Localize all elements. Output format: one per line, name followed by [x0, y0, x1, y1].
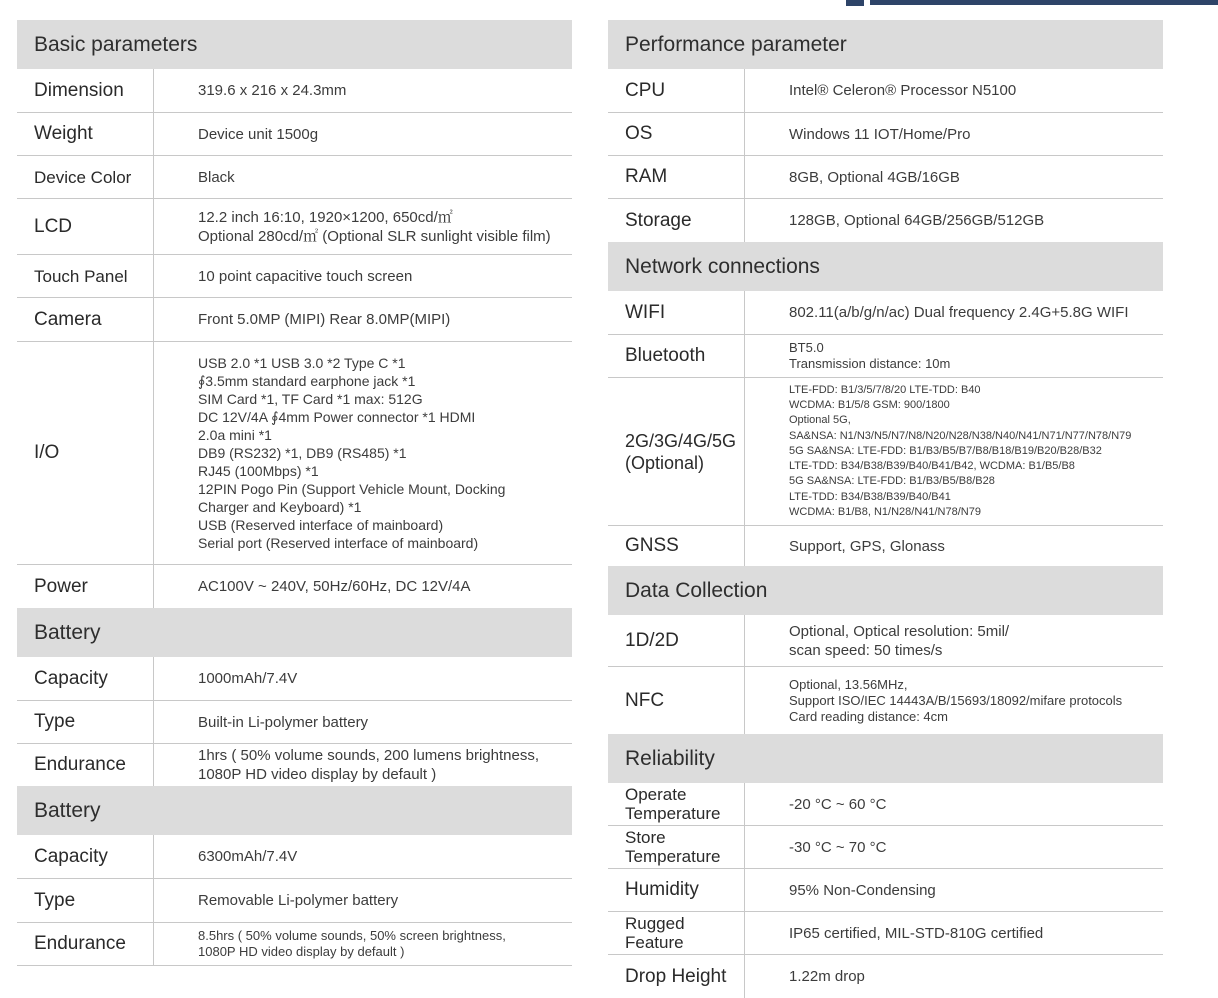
spec-row-touch-panel [17, 255, 572, 298]
spec-value: AC100V ~ 240V, 50Hz/60Hz, DC 12V/4A [198, 578, 471, 595]
section-basic-parameters: Basic parameters [17, 20, 572, 69]
spec-label: Camera [17, 298, 154, 341]
spec-value: 12.2 inch 16:10, 1920×1200, 650cd/㎡ Optional 280cd/㎡ (Optional SLR sunlight visible film) [198, 208, 551, 245]
spec-row-bluetooth [608, 335, 1163, 378]
spec-row-os [608, 113, 1163, 156]
left-spec-column [17, 20, 572, 966]
spec-label: Humidity [608, 869, 745, 911]
spec-label: Weight [17, 113, 154, 155]
spec-label: NFC [608, 667, 745, 734]
spec-label: I/O [17, 342, 154, 564]
spec-row-power [17, 565, 572, 608]
section-battery-2: Battery [17, 786, 572, 835]
spec-label: Endurance [17, 923, 154, 965]
spec-value: Intel® Celeron® Processor N5100 [789, 82, 1017, 99]
spec-row-drop-height [608, 955, 1163, 998]
spec-row-capacity-2 [17, 835, 572, 879]
spec-row-dimension [17, 69, 572, 113]
spec-label: GNSS [608, 526, 745, 566]
spec-row-capacity-1 [17, 657, 572, 701]
spec-label: CPU [608, 69, 745, 112]
spec-row-storage [608, 199, 1163, 242]
spec-value: Built-in Li-polymer battery [198, 713, 369, 731]
spec-label: Rugged Feature [608, 912, 745, 954]
spec-row-humidity [608, 869, 1163, 912]
right-spec-column [608, 20, 1163, 998]
spec-label: Type [17, 701, 154, 743]
spec-label: Bluetooth [608, 335, 745, 377]
spec-label: OS [608, 113, 745, 155]
section-performance-parameter: Performance parameter [608, 20, 1163, 69]
spec-label: WIFI [608, 291, 745, 334]
spec-value: 6300mAh/7.4V [198, 848, 298, 865]
spec-row-endurance-2 [17, 923, 572, 966]
spec-label: 2G/3G/4G/5G (Optional) [608, 378, 745, 525]
spec-label: Operate Temperature [608, 783, 745, 825]
spec-label: Type [17, 879, 154, 922]
spec-value: Windows 11 IOT/Home/Pro [789, 125, 971, 143]
spec-row-lcd [17, 199, 572, 255]
spec-value: USB 2.0 *1 USB 3.0 *2 Type C *1 ∮3.5mm standard earphone jack *1 SIM Card *1, TF Card *1 max: 512G DC 12V/4A ∮4mm Power connector *1 HDMI 2.0a mini *1 DB9 (RS232) *1, DB9 (RS485) *1 RJ45 (100Mbps) *1 12PIN Pogo Pin (Support Vehicle Mount, Docking Charger and Keyboard) *1 USB (Reserved interface of mainboard) Serial port (Reserved interface of mainboard) [198, 355, 506, 551]
spec-label: LCD [17, 199, 154, 254]
spec-value: 10 point capacitive touch screen [198, 267, 413, 285]
spec-value: -20 °C ~ 60 °C [789, 795, 887, 813]
spec-label: Storage [608, 199, 745, 242]
spec-value: Device unit 1500g [198, 125, 319, 143]
spec-row-ram [608, 156, 1163, 199]
spec-row-1d2d [608, 615, 1163, 667]
spec-label: Capacity [17, 657, 154, 700]
spec-value: Black [198, 168, 235, 186]
spec-row-weight [17, 113, 572, 156]
spec-value: LTE-FDD: B1/3/5/7/8/20 LTE-TDD: B40 WCDMA: B1/5/8 GSM: 900/1800 Optional 5G, SA&NSA: N1/N3/N5/N7/N8/N20/N28/N38/N40/N41/N71/N77/N78/N79 5G SA&NSA: LTE-FDD: B1/B3/B5/B7/B8/B18/B19/B20/B28/B32 LTE-TDD: B34/B38/B39/B40/B41/B42, WCDMA: B1/B5/B8 5G SA&NSA: LTE-FDD: B1/B3/B5/B8/B28 LTE-TDD: B34/B38/B39/B40/B41 WCDMA: B1/B8, N1/N28/N41/N78/N79 [789, 383, 1132, 519]
spec-row-type-2 [17, 879, 572, 923]
spec-value: BT5.0 Transmission distance: 10m [789, 340, 951, 371]
header-accent-bar [870, 0, 1218, 5]
spec-label: Endurance [17, 744, 154, 786]
section-data-collection: Data Collection [608, 566, 1163, 615]
spec-row-store-temperature [608, 826, 1163, 869]
spec-value: 319.6 x 216 x 24.3mm [198, 82, 347, 99]
spec-row-gnss [608, 526, 1163, 566]
spec-label: Dimension [17, 69, 154, 112]
spec-value: 8GB, Optional 4GB/16GB [789, 168, 960, 186]
spec-row-type-1 [17, 701, 572, 744]
spec-row-rugged-feature [608, 912, 1163, 955]
spec-row-device-color [17, 156, 572, 199]
spec-value: 8.5hrs ( 50% volume sounds, 50% screen brightness, 1080P HD video display by default ) [198, 928, 506, 959]
spec-label: 1D/2D [608, 615, 745, 666]
spec-row-cpu [608, 69, 1163, 113]
spec-value: 95% Non-Condensing [789, 881, 936, 899]
spec-value: 1000mAh/7.4V [198, 670, 298, 687]
spec-value: Optional, 13.56MHz, Support ISO/IEC 14443A/B/15693/18092/mifare protocols Card reading distance: 4cm [789, 676, 1123, 724]
spec-value: Front 5.0MP (MIPI) Rear 8.0MP(MIPI) [198, 311, 451, 328]
spec-label: Device Color [17, 156, 154, 198]
spec-label: Drop Height [608, 955, 745, 998]
spec-value: 128GB, Optional 64GB/256GB/512GB [789, 212, 1045, 229]
spec-value: Removable Li-polymer battery [198, 892, 399, 909]
spec-value: Optional, Optical resolution: 5mil/ scan speed: 50 times/s [789, 622, 1010, 659]
spec-row-endurance-1 [17, 744, 572, 786]
spec-value: 1hrs ( 50% volume sounds, 200 lumens brightness, 1080P HD video display by default ) [198, 747, 540, 783]
spec-label: Touch Panel [17, 255, 154, 297]
spec-row-cellular [608, 378, 1163, 526]
section-battery-1: Battery [17, 608, 572, 657]
spec-label: Capacity [17, 835, 154, 878]
section-network-connections: Network connections [608, 242, 1163, 291]
spec-label: RAM [608, 156, 745, 198]
header-accent-square [846, 0, 864, 6]
spec-row-wifi [608, 291, 1163, 335]
spec-label: Power [17, 565, 154, 608]
spec-row-operate-temperature [608, 783, 1163, 826]
section-reliability: Reliability [608, 734, 1163, 783]
spec-row-camera [17, 298, 572, 342]
spec-row-nfc [608, 667, 1163, 734]
spec-value: IP65 certified, MIL-STD-810G certified [789, 924, 1044, 942]
spec-label: Store Temperature [608, 826, 745, 868]
spec-value: Support, GPS, Glonass [789, 537, 945, 555]
spec-row-io [17, 342, 572, 565]
spec-value: 802.11(a/b/g/n/ac) Dual frequency 2.4G+5.8G WIFI [789, 304, 1129, 321]
spec-value: 1.22m drop [789, 968, 865, 985]
spec-value: -30 °C ~ 70 °C [789, 838, 887, 856]
